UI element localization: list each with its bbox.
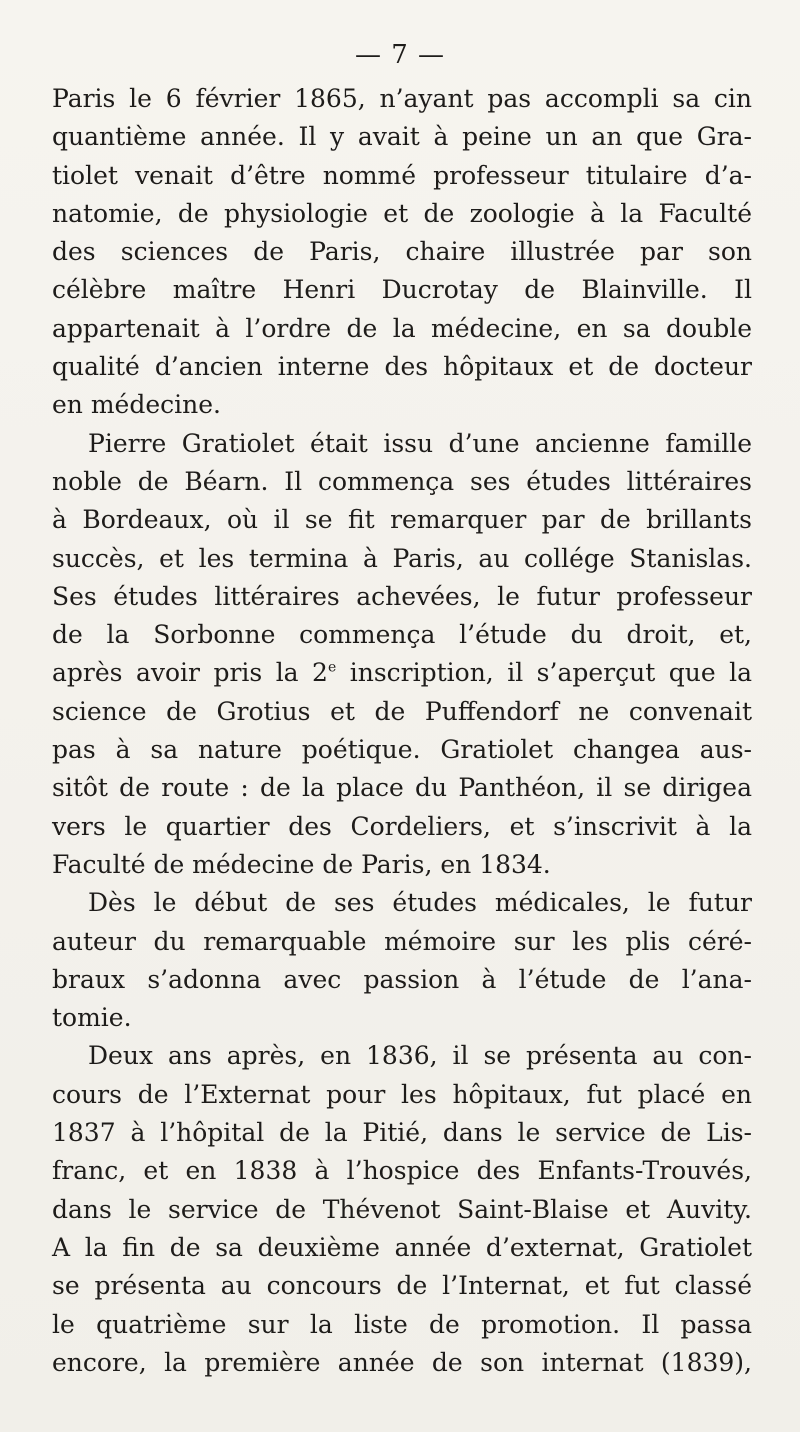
text-line: Paris le 6 février 1865, n’ayant pas accompli sa cin	[52, 84, 752, 113]
text-line: cours de l’Externat pour les hôpitaux, fut placé en	[52, 1079, 752, 1109]
text-line: braux s’adonna avec passion à l’étude de l’ana-	[52, 964, 752, 994]
paragraph-first-line: Deux ans après, en 1836, il se présenta au con-	[88, 1041, 752, 1071]
body-text	[52, 80, 752, 1382]
text-line: franc, et en 1838 à l’hospice des Enfants-Trouvés,	[52, 1156, 752, 1186]
text-line: 1837 à l’hôpital de la Pitié, dans le service de Lis-	[52, 1118, 752, 1148]
text-line: à Bordeaux, où il se fit remarquer par de brillants	[52, 505, 752, 535]
text-line: Faculté de médecine de Paris, en 1834.	[52, 849, 551, 879]
text-line: en médecine.	[52, 390, 221, 420]
text-fragment: inscription, il s’aperçut que la	[336, 658, 752, 688]
text-line: des sciences de Paris, chaire illustrée par son	[52, 237, 752, 267]
text-line: encore, la première année de son internat (1839),	[52, 1347, 752, 1377]
text-line-with-superscript	[52, 654, 752, 692]
text-line: Ses études littéraires achevées, le futur professeur	[52, 581, 752, 611]
text-line: sitôt de route : de la place du Panthéon, il se dirigea	[52, 773, 752, 803]
text-line: science de Grotius et de Puffendorf ne convenait	[52, 696, 752, 726]
text-line: pas à sa nature poétique. Gratiolet changea aus-	[52, 735, 752, 765]
paragraph-first-line: Pierre Gratiolet était issu d’une ancienne famille	[88, 428, 752, 458]
text-line: tiolet venait d’être nommé professeur titulaire d’a-	[52, 160, 752, 190]
text-line: dans le service de Thévenot Saint-Blaise et Auvity.	[52, 1194, 752, 1224]
text-line: qualité d’ancien interne des hôpitaux et de docteur	[52, 352, 752, 382]
text-line: auteur du remarquable mémoire sur les plis céré-	[52, 926, 752, 956]
text-line: natomie, de physiologie et de zoologie à la Faculté	[52, 198, 752, 228]
text-line: vers le quartier des Cordeliers, et s’inscrivit à la	[52, 811, 752, 841]
text-line: succès, et les termina à Paris, au collége Stanislas.	[52, 543, 752, 573]
text-line: appartenait à l’ordre de la médecine, en sa double	[52, 313, 752, 343]
text-line: de la Sorbonne commença l’étude du droit, et,	[52, 620, 752, 650]
text-line: se présenta au concours de l’Internat, et fut classé	[52, 1271, 752, 1301]
text-line: tomie.	[52, 1003, 132, 1033]
text-line: quantième année. Il y avait à peine un an que Gra-	[52, 122, 752, 152]
page-number: — 7 —	[354, 40, 446, 70]
text-line: A la fin de sa deuxième année d’externat, Gratiolet	[52, 1232, 752, 1262]
text-line: le quatrième sur la liste de promotion. Il passa	[52, 1309, 752, 1339]
text-line: célèbre maître Henri Ducrotay de Blainville. Il	[52, 275, 752, 305]
text-fragment: après avoir pris la 2	[52, 658, 328, 688]
text-line: noble de Béarn. Il commença ses études littéraires	[52, 466, 752, 496]
superscript: e	[327, 660, 337, 677]
paragraph-first-line: Dès le début de ses études médicales, le futur	[88, 888, 752, 918]
